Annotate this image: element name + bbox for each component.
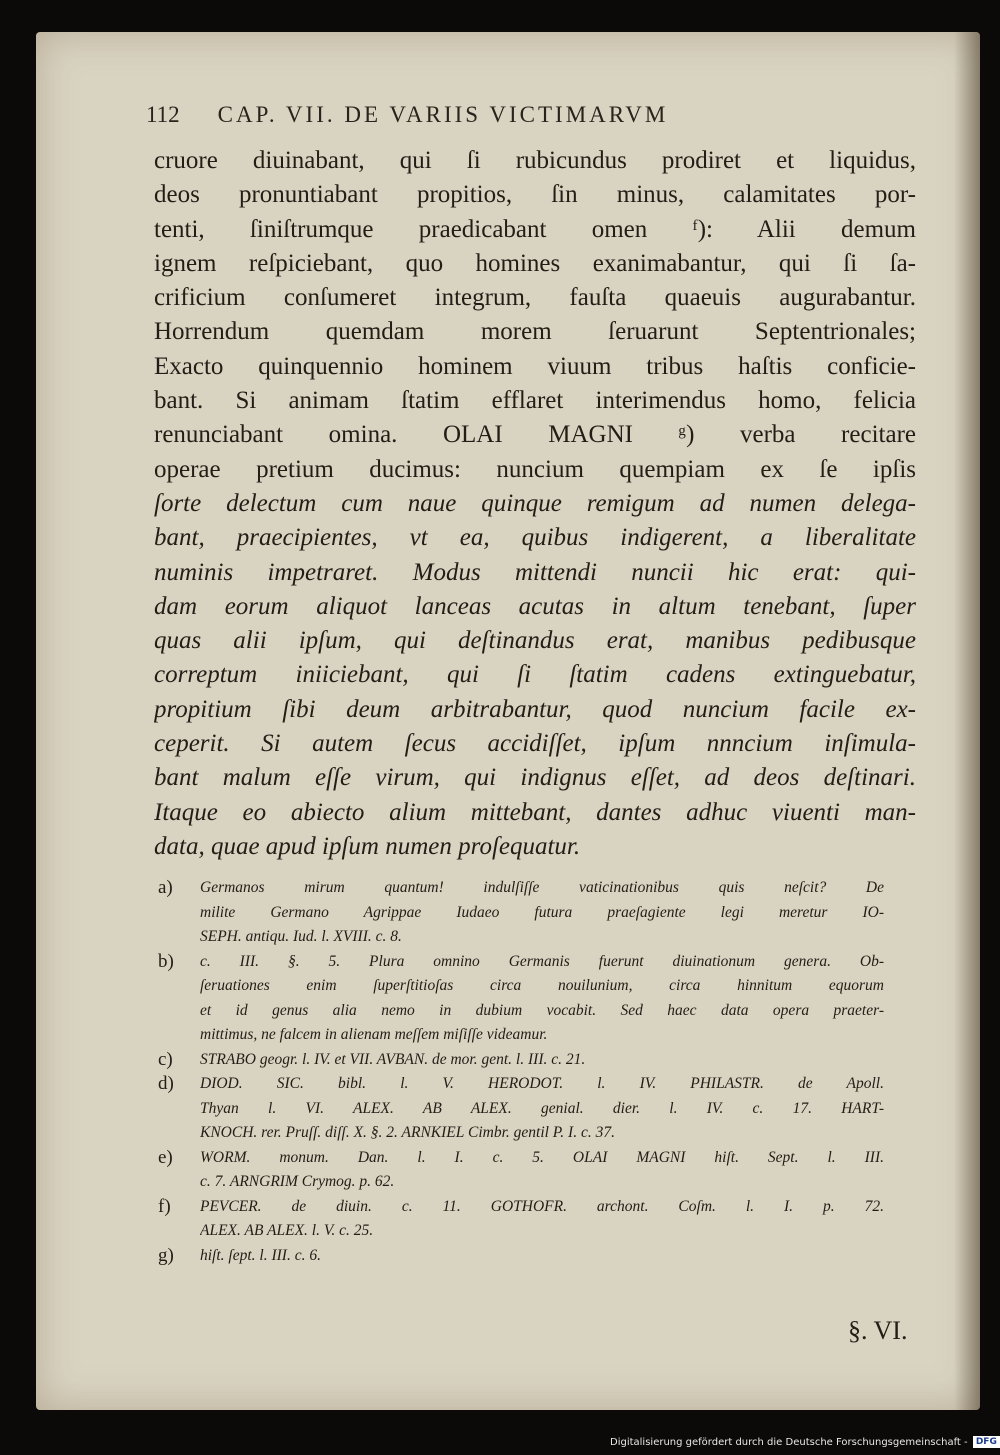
- footnote-line: c. III. §. 5. Plura omnino Germanis fuerunt diuinationum genera. Ob-: [200, 952, 884, 970]
- text-line: crificium conſumeret integrum, fauſta quaeuis augurabantur.: [154, 284, 916, 312]
- footnote-marker: g): [158, 1244, 174, 1266]
- page-edge-shadow: [954, 32, 980, 1410]
- footnote-line: Thyan l. VI. ALEX. AB ALEX. genial. dier. l. IV. c. 17. HART-: [200, 1099, 884, 1117]
- text-line: bant malum eſſe virum, qui indignus eſſet, ad deos deſtinari.: [154, 764, 916, 792]
- footnote-marker: a): [158, 877, 173, 899]
- footnote: [154, 1048, 916, 1073]
- main-text: [154, 144, 916, 1268]
- text-line: Exacto quinquennio hominem viuum tribus haſtis conficie-: [154, 352, 916, 380]
- footnote-line: mittimus, ne falcem in alienam meſſem miſiſſe videamur.: [200, 1026, 548, 1044]
- dfg-logo: DFG: [973, 1436, 1000, 1448]
- text-line: Itaque eo abiecto alium mittebant, dantes adhuc viuenti man-: [154, 798, 916, 826]
- footnote-line: PEVCER. de diuin. c. 11. GOTHOFR. archont. Coſm. l. I. p. 72.: [200, 1197, 884, 1215]
- footnote: [154, 876, 916, 950]
- footnote-marker: d): [158, 1073, 174, 1095]
- footnote: [154, 1244, 916, 1269]
- footnote-line: DIOD. SIC. bibl. l. V. HERODOT. l. IV. PHILASTR. de Apoll.: [200, 1075, 884, 1093]
- running-header: [146, 102, 846, 128]
- footnote-text: [200, 1244, 884, 1269]
- footnote-line: SEPH. antiqu. Iud. l. XVIII. c. 8.: [200, 928, 402, 946]
- footnote-text: [200, 950, 884, 1048]
- footnote: [154, 1146, 916, 1195]
- footnote-line: hiſt. ſept. l. III. c. 6.: [200, 1246, 321, 1264]
- text-line: quas alii ipſum, qui deſtinandus erat, manibus pedibusque: [154, 627, 916, 655]
- digitization-footer: [610, 1436, 1000, 1448]
- footnote-text: [200, 1146, 884, 1195]
- page-number: 112: [146, 102, 180, 127]
- footnotes: [154, 876, 916, 1268]
- text-line: ignem reſpiciebant, quo homines exanimabantur, qui ſi ſa-: [154, 249, 916, 277]
- footnote-text: [200, 876, 884, 950]
- footnote-marker: c): [158, 1048, 173, 1070]
- footnote-line: et id genus alia nemo in dubium vocabit. Sed haec data opera praeter-: [200, 1001, 884, 1019]
- text-line: cruore diuinabant, qui ſi rubicundus prodiret et liquidus,: [154, 147, 916, 174]
- footnote-line: Germanos mirum quantum! indulſiſſe vaticinationibus quis neſcit? De: [200, 879, 884, 897]
- text-line: correptum iniiciebant, qui ſi ſtatim cadens extinguebatur,: [154, 661, 916, 689]
- footnote-line: KNOCH. rer. Pruſſ. diſſ. X. §. 2. ARNKIEL Cimbr. gentil P. I. c. 37.: [200, 1124, 615, 1142]
- footnote-line: c. 7. ARNGRIM Crymog. p. 62.: [200, 1173, 395, 1191]
- body-lines: [154, 144, 916, 864]
- footnote: [154, 950, 916, 1048]
- footnote-marker: e): [158, 1146, 173, 1168]
- text-line: bant, praecipientes, vt ea, quibus indigerent, a liberalitate: [154, 524, 916, 552]
- text-line: dam eorum aliquot lanceas acutas in altum tenebant, ſuper: [154, 592, 916, 620]
- catchword: §. VI.: [848, 1316, 908, 1345]
- text-line: renunciabant omina. OLAI MAGNI ᵍ) verba recitare: [154, 421, 916, 449]
- footnote: [154, 1195, 916, 1244]
- footnote-line: ALEX. AB ALEX. l. V. c. 25.: [200, 1222, 374, 1240]
- footer-text: Digitalisierung gefördert durch die Deutsche Forschungsgemeinschaft -: [610, 1437, 968, 1448]
- text-line: Horrendum quemdam morem ſeruarunt Septentrionales;: [154, 318, 916, 346]
- footnote-text: [200, 1072, 884, 1146]
- footnote-line: ſeruationes enim ſuperſtitioſas circa nouilunium, circa hinnitum equorum: [200, 977, 884, 995]
- book-page: [36, 32, 980, 1410]
- footnote-line: milite Germano Agrippae Iudaeo futura praeſagiente legi meretur IO-: [200, 903, 884, 921]
- footnote-line: WORM. monum. Dan. l. I. c. 5. OLAI MAGNI hiſt. Sept. l. III.: [200, 1148, 884, 1166]
- footnote-marker: b): [158, 950, 174, 972]
- text-line: operae pretium ducimus: nuncium quempiam ex ſe ipſis: [154, 455, 916, 483]
- text-line: data, quae apud ipſum numen proſequatur.: [154, 832, 581, 860]
- footnote-text: [200, 1195, 884, 1244]
- footnote-line: STRABO geogr. l. IV. et VII. AVBAN. de mor. gent. l. III. c. 21.: [200, 1050, 586, 1068]
- text-line: propitium ſibi deum arbitrabantur, quod nuncium facile ex-: [154, 695, 916, 723]
- footnote: [154, 1072, 916, 1146]
- text-line: numinis impetraret. Modus mittendi nuncii hic erat: qui-: [154, 558, 916, 586]
- text-line: tenti, ſiniſtrumque praedicabant omen ᶠ): Alii demum: [154, 215, 916, 243]
- text-line: ceperit. Si autem ſecus accidiſſet, ipſum nnncium inſimula-: [154, 730, 916, 758]
- footnote-marker: f): [158, 1195, 171, 1217]
- footnote-text: [200, 1048, 884, 1073]
- text-line: deos pronuntiabant propitios, ſin minus, calamitates por-: [154, 181, 916, 209]
- text-line: ſorte delectum cum naue quinque remigum ad numen delega-: [154, 489, 916, 517]
- text-line: bant. Si animam ſtatim efflaret interimendus homo, felicia: [154, 387, 916, 415]
- running-title: CAP. VII. DE VARIIS VICTIMARVM: [217, 102, 669, 127]
